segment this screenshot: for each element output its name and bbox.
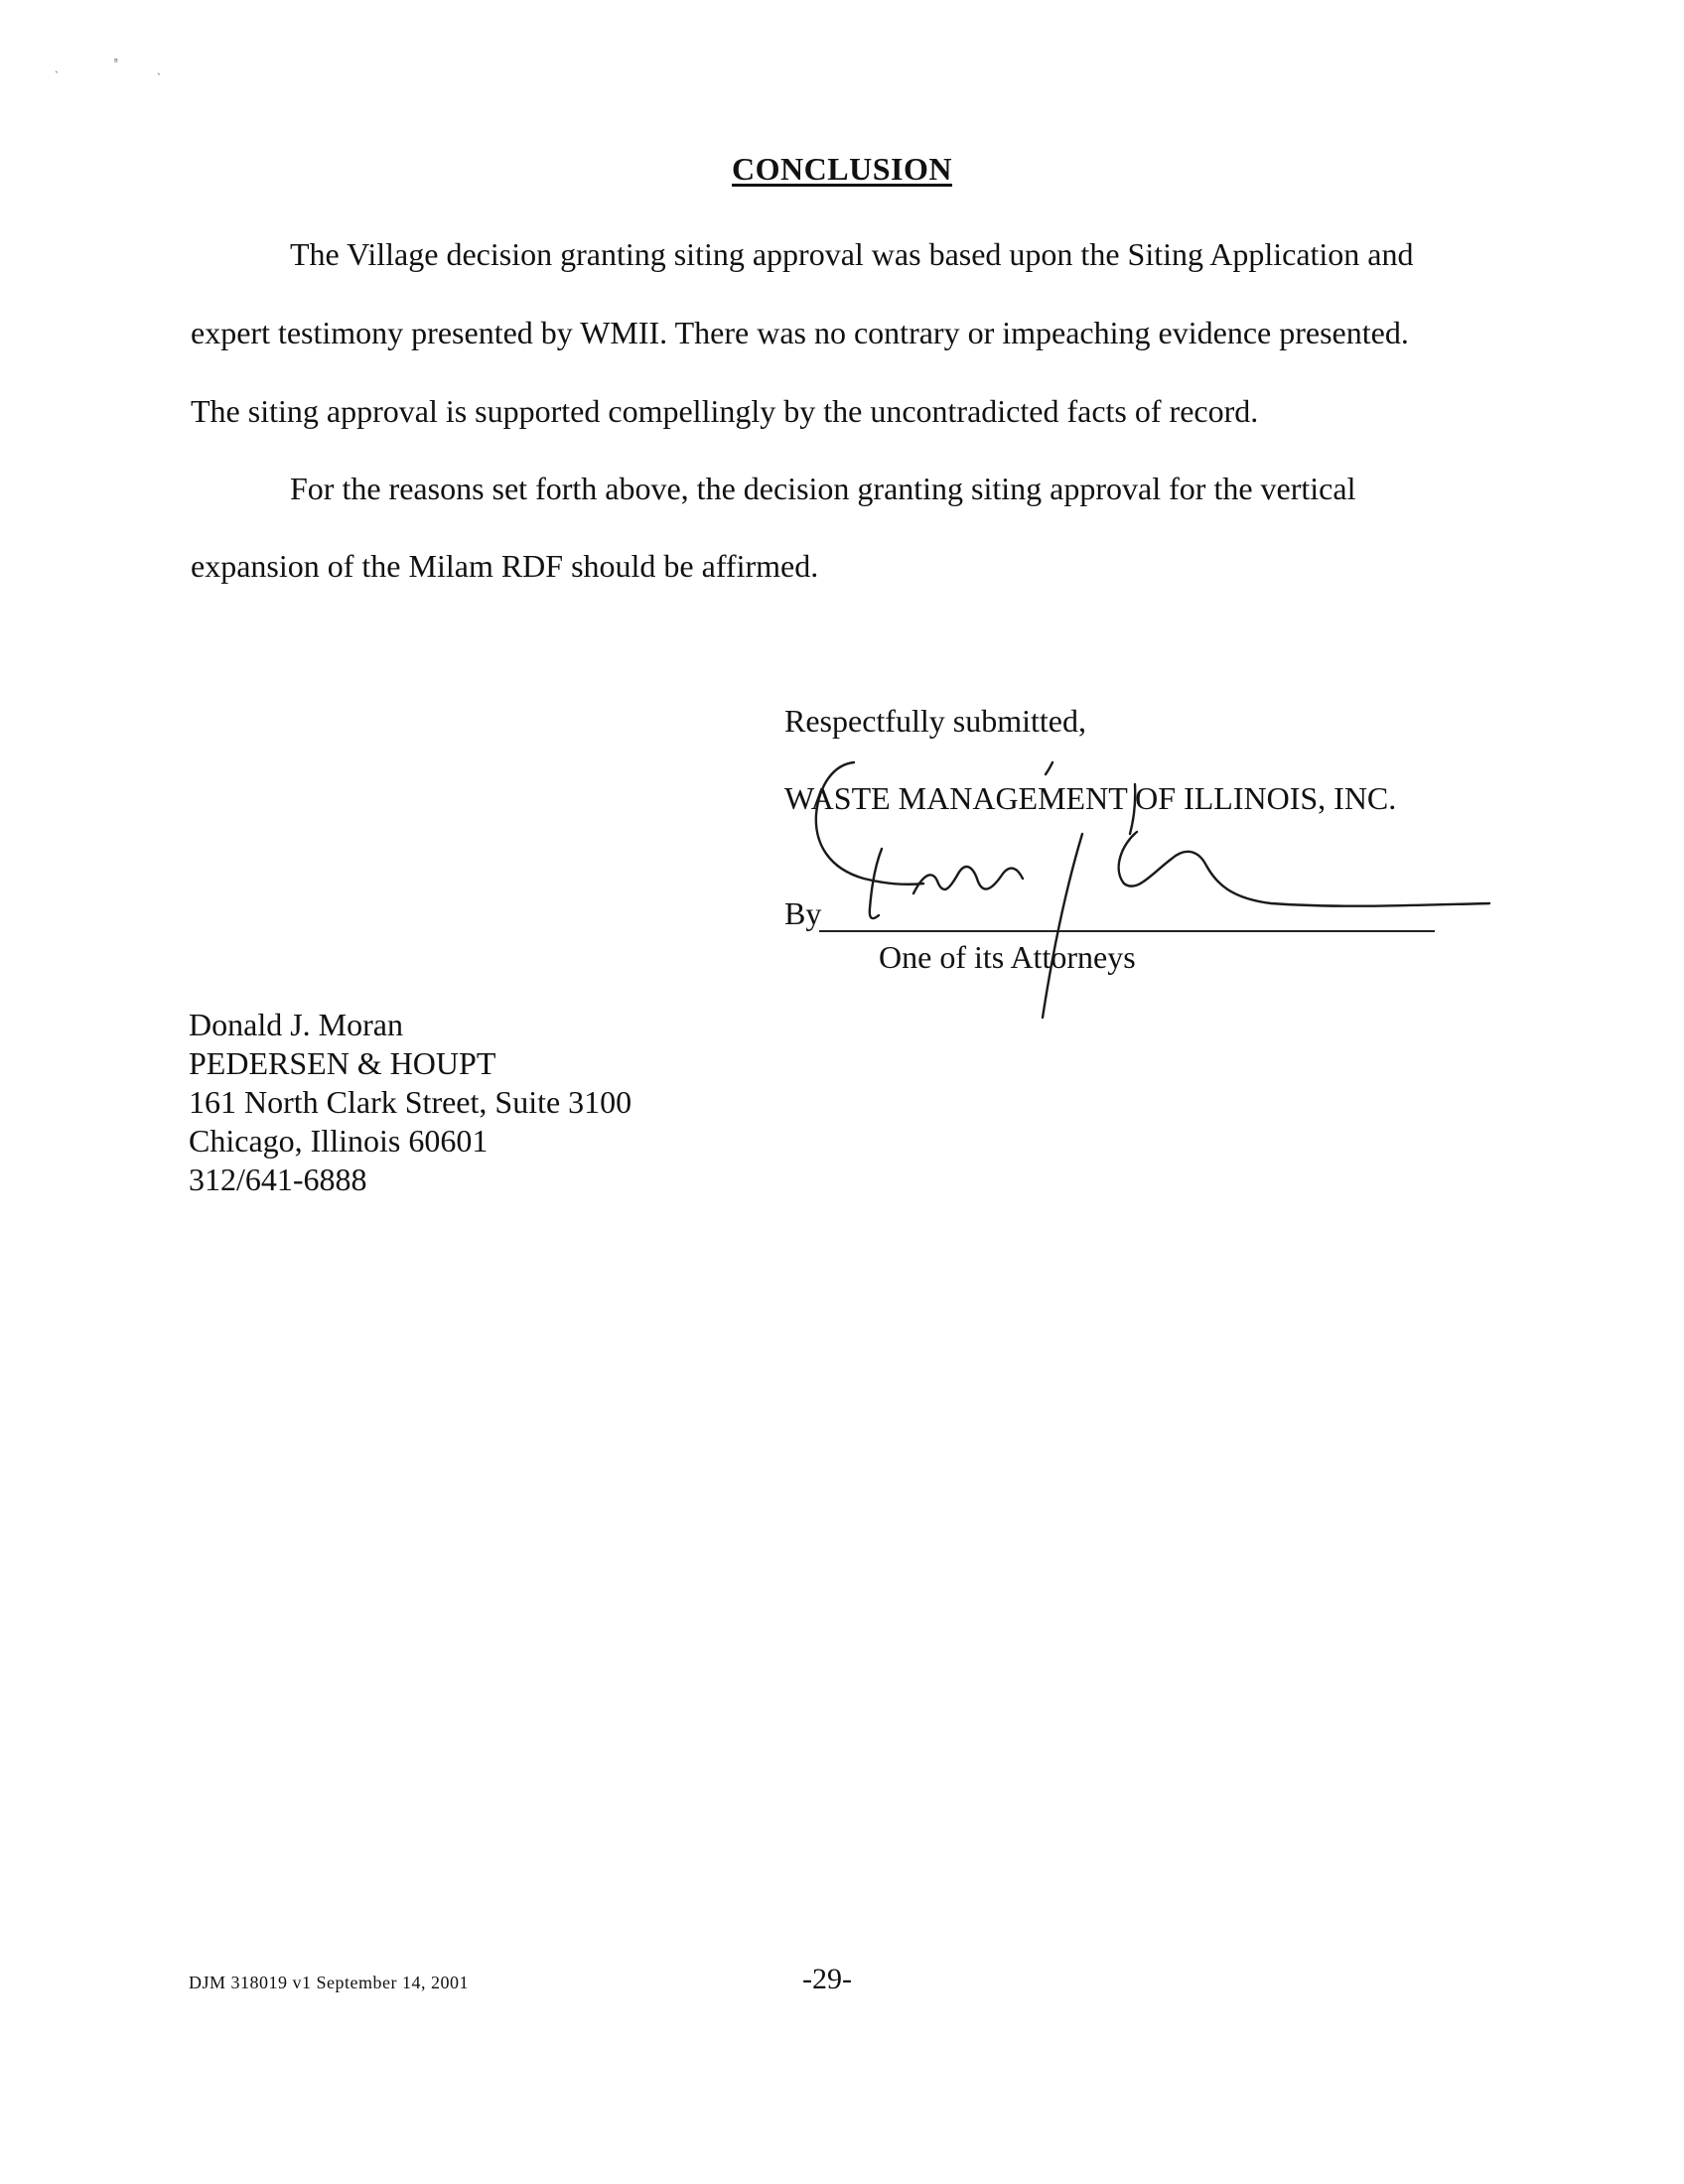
paragraph-2-line-1: For the reasons set forth above, the decision granting siting approval for the vertical [290,471,1356,506]
attorney-name: Donald J. Moran [189,1007,403,1042]
document-id-footer: DJM 318019 v1 September 14, 2001 [189,1973,469,1992]
closing-text: Respectfully submitted, [784,703,1086,739]
law-firm-name: PEDERSEN & HOUPT [189,1045,496,1081]
paragraph-2-line-2: expansion of the Milam RDF should be affirmed. [191,548,819,584]
city-state-zip: Chicago, Illinois 60601 [189,1123,489,1159]
by-label: By [784,895,822,931]
phone-number: 312/641-6888 [189,1161,367,1197]
signer-role: One of its Attorneys [879,939,1136,975]
scan-artifact: ⁿ [114,55,118,68]
paragraph-1-line-1: The Village decision granting siting approval was based upon the Siting Application and [290,236,1414,272]
paragraph-1-line-2: expert testimony presented by WMII. There was no contrary or impeaching evidence presented. [191,315,1409,350]
section-heading: CONCLUSION [732,151,952,187]
scan-artifact: ˏ [55,60,59,73]
scan-artifact: ˎ [157,62,161,75]
page-number: -29- [802,1963,852,1995]
paragraph-1-line-3: The siting approval is supported compellingly by the uncontradicted facts of record. [191,393,1259,429]
handwritten-signature [755,745,1509,1062]
street-address: 161 North Clark Street, Suite 3100 [189,1084,632,1120]
company-name: WASTE MANAGEMENT OF ILLINOIS, INC. [784,780,1397,816]
